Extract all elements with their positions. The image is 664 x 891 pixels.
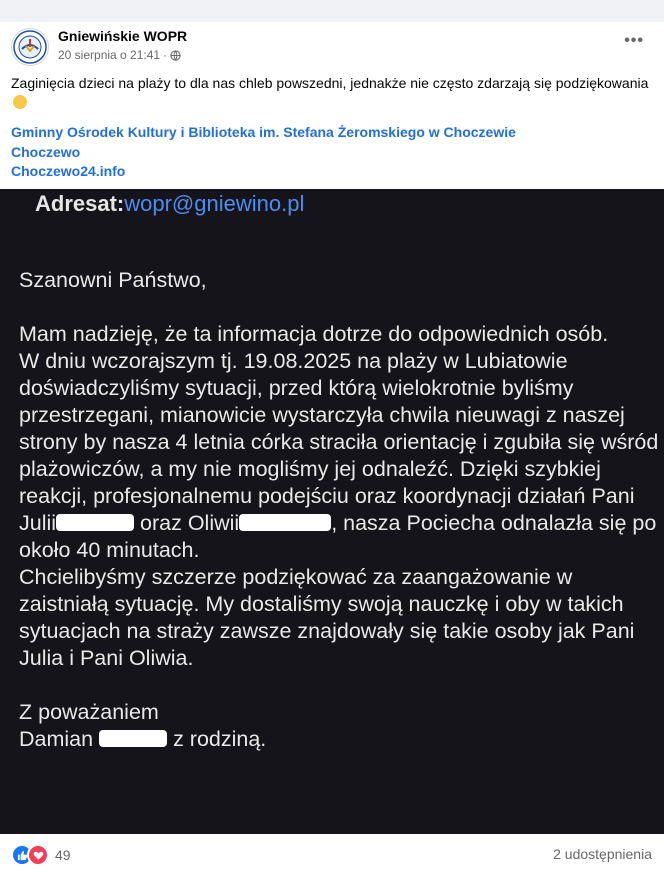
redacted-surname [239,514,331,531]
post-photo[interactable] [0,189,664,834]
post-card [0,22,664,891]
post-date[interactable]: 20 sierpnia o 21:41 [58,48,161,62]
letter-signer: Damian [19,727,94,751]
wopr-logo-icon [12,29,48,65]
name-oliwia: oraz Oliwii [140,511,240,535]
letter-signer-end: z rodziną. [173,727,267,751]
reaction-count: 49 [55,847,71,863]
addressee-label: Adresat: [35,191,125,216]
post-meta [58,48,181,62]
addressee-email: wopr@gniewino.pl [124,191,305,216]
reaction-summary[interactable] [11,844,71,866]
post-text-body: Zaginięcia dzieci na plaży to dla nas chleb powszedni, jednakże nie często zdarzają się podziękowania [11,75,649,91]
globe-icon [170,50,181,61]
tagged-pages [11,123,651,182]
page-avatar[interactable] [11,28,49,66]
tag-link-choczewo24[interactable]: Choczewo24.info [11,163,126,179]
meta-separator: · [163,48,168,62]
smiling-emoji-icon [13,95,27,109]
more-options-button[interactable]: ••• [624,32,644,49]
letter-closing: Z poważaniem [19,700,159,724]
letter-paragraph-1: Mam nadzieję, że ta informacja dotrze do odpowiednich osób. [19,322,609,346]
letter-paragraph-2: W dniu wczorajszym tj. 19.08.2025 na plaży w Lubiatowie doświadczyliśmy sytuacji, przed którą wielokrotnie byliśmy przestrzegani, mianowicie wystarczyła chwila nieuwagi z naszej strony by nasza 4 letnia córka straciła orientację i zgubiła się wśród plażowiczów, a my nie mogliśmy jej odnaleźć. Dzięki szybkiej reakcji, profesjonalnemu podejściu oraz koordynacji działań Pani [19,349,659,508]
redacted-surname [99,730,167,747]
heart-icon [27,844,49,866]
letter-body [19,267,659,753]
top-bar [0,0,664,22]
letter-addressee [35,191,304,217]
tag-link-gok[interactable]: Gminny Ośrodek Kultury i Biblioteka im. Stefana Żeromskiego w Choczewie [11,124,516,140]
letter-paragraph-2-end: , nasza Pociecha odnalazła się po około 40 minutach. [19,511,657,562]
post-footer [0,834,664,891]
post-text [11,74,651,112]
letter-greeting: Szanowni Państwo, [19,268,207,292]
name-julia: Julii [19,511,57,535]
tag-link-choczewo[interactable]: Choczewo [11,143,81,160]
letter-paragraph-3: Chcielibyśmy szczerze podziękować za zaangażowanie w zaistniałą sytuację. My dostaliśmy swoją nauczkę i oby w takich sytuacjach na straży zawsze znajdowały się takie osoby jak Pani Julia i Pani Oliwia. [19,565,635,670]
post-author[interactable]: Gniewińskie WOPR [58,28,188,44]
redacted-surname [56,514,134,531]
share-count[interactable]: 2 udostępnienia [553,846,652,862]
